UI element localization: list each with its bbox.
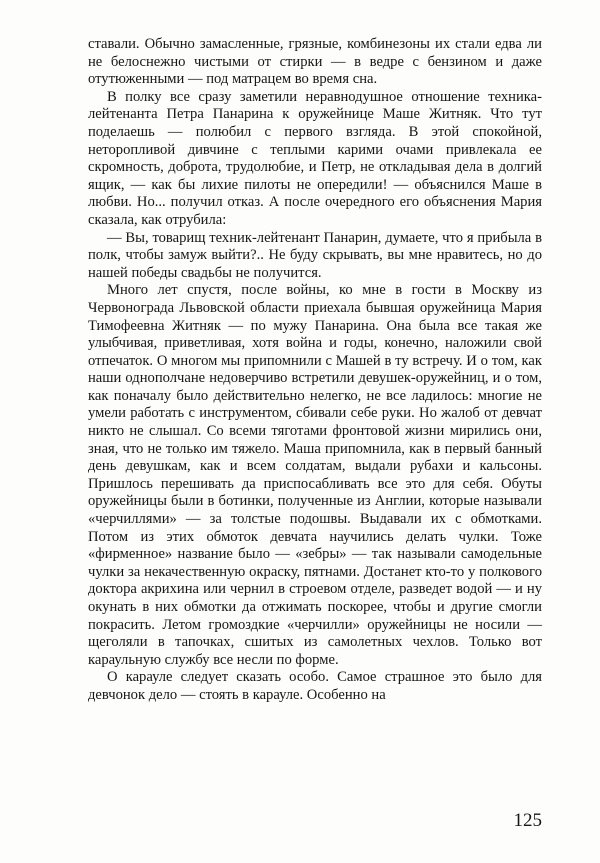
page-text bbox=[88, 36, 542, 705]
paragraph-guard: О карауле следует сказать особо. Самое страшное это было для девчонок дело — стоять в карауле. Особенно на bbox=[88, 669, 542, 703]
paragraph-continuation: ставали. Обычно замасленные, грязные, комбинезоны их стали едва ли не белоснежно чистыми от стирки — в ведре с бензином и даже отутюженными — под матрацем во время сна. bbox=[88, 36, 542, 88]
paragraph-memories: Много лет спустя, после войны, ко мне в гости в Москву из Червонограда Львовской области приехала бывшая оружейница Мария Тимофеевна Житняк — по мужу Панарина. Она была все такая же улыбчивая, приветливая, хотя война и годы, конечно, наложили свой отпечаток. О многом мы припомнили с Машей в ту встречу. И о том, как наши однополчане недоверчиво встретили девушек-оружейниц, и о том, как поначалу было действительно нелегко, не все ладилось: многие не умели работать с инструментом, сбивали себе руки. Но жалоб от девчат никто не слышал. Со всеми тяготами фронтовой жизни мирились они, зная, что не только им тяжело. Маша припомнила, как в первый банный день девушкам, как и всем солдатам, выдали рубахи и кальсоны. Пришлось перешивать да приспосабливать все это для себя. Обуты оружейницы были в ботинки, полученные из Англии, которые называли «черчиллями» — за толстые подошвы. Выдавали их с обмотками. Потом из этих обмоток девчата научились делать чулки. Тоже «фирменное» название было — «зебры» — так называли самодельные чулки за некачественную окраску, пятнами. Достанет кто-то у полкового доктора акрихина или чернил в строевом отделе, разведет водой — и ну окунать в них обмотки да отжимать поскорее, чтобы и другие смогли покрасить. Летом громоздкие «черчилли» оружейницы не носили — щеголяли в тапочках, сшитых из самолетных чехлов. Только вот караульную службу все несли по форме. bbox=[88, 282, 542, 668]
page-number: 125 bbox=[513, 810, 542, 831]
paragraph-dialogue: — Вы, товарищ техник-лейтенант Панарин, думаете, что я прибыла в полк, чтобы замуж выйти?.. Не буду скрывать, вы мне нравитесь, но до нашей победы свадьбы не получится. bbox=[88, 229, 542, 281]
paragraph-panarin: В полку все сразу заметили неравнодушное отношение техника-лейтенанта Петра Панарина к оружейнице Маше Житняк. Что тут поделаешь — полюбил с первого взгляда. В этой спокойной, неторопливой дивчине с теплыми карими очами привлекала ее скромность, доброта, трудолюбие, и Петр, не откладывая дела в долгий ящик, — как бы лихие пилоты не опередили! — объяснился Маше в любви. Но... получил отказ. А после очередного его объяснения Мария сказала, как отрубила: bbox=[88, 88, 542, 228]
